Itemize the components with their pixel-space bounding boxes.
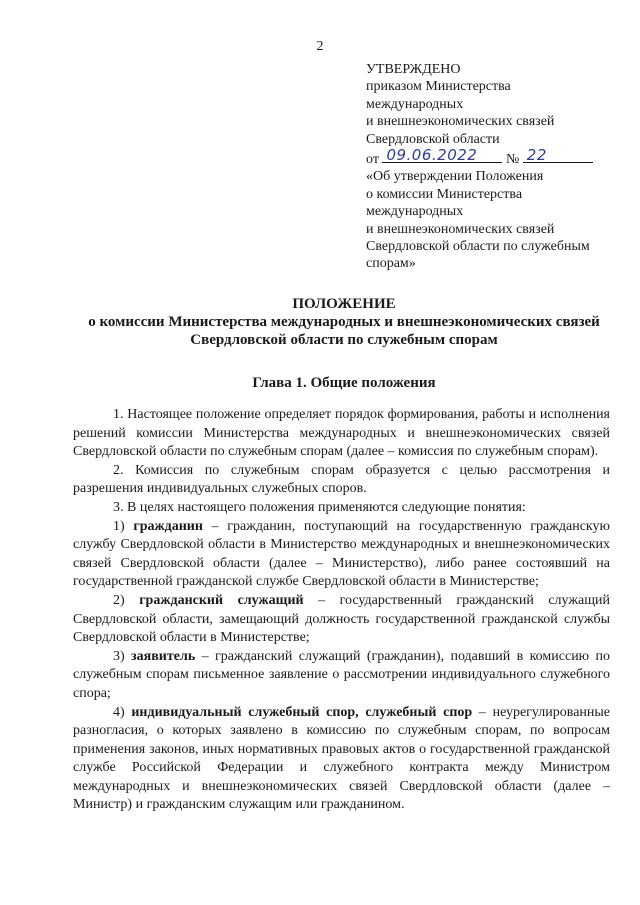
paragraph-3: 3. В целях настоящего положения применяются следующие понятия:	[113, 499, 526, 515]
definition-term: заявитель	[131, 648, 196, 664]
subject-line: и внешнеэкономических связей	[366, 221, 555, 237]
approval-line: международных	[366, 96, 464, 112]
approval-heading: УТВЕРЖДЕНО	[366, 62, 461, 77]
approval-date-line	[366, 145, 616, 168]
definition-number: 2)	[113, 592, 125, 608]
definition-number: 4)	[113, 704, 125, 720]
subject-line: спорам»	[366, 256, 416, 272]
definition-text: – гражданин, поступающий на государственную гражданскую службу Свердловской области в Министерство международных и внешнеэкономических связей Свердловской области (далее – Министерство), либо ранее состоявший на государственной гражданской службе Свердловской области в Министерстве;	[73, 518, 610, 590]
subject-line: Свердловской области по служебным	[366, 239, 590, 255]
definition-number: 3)	[113, 648, 125, 664]
definition-term: гражданин	[133, 518, 203, 534]
approval-line: Свердловской области	[366, 131, 500, 147]
document-body	[73, 406, 610, 815]
number-field	[523, 145, 593, 164]
subject-line: о комиссии Министерства	[366, 186, 523, 202]
definition-text: – неурегулированные разногласия, о которых заявлено в комиссию по служебным спорам, по вопросам применения законов, иных нормативных правовых актов о государственной гражданской службе Российской Федерации и служебного контракта между Министром международных и внешнеэкономических связей Свердловской области (далее – Министр) и гражданским служащим или гражданином.	[73, 704, 611, 813]
definition-text: – гражданский служащий (гражданин), подавший в комиссию по служебным спорам письменное заявление о рассмотрении индивидуального служебного спора;	[73, 648, 611, 701]
handwritten-number: 22	[526, 145, 547, 164]
number-label: №	[505, 152, 520, 168]
page-number: 2	[316, 39, 324, 54]
subject-line: международных	[366, 204, 464, 220]
approval-line: приказом Министерства	[366, 79, 511, 95]
title-line: Свердловской области по служебным спорам	[190, 332, 498, 348]
definition-4	[73, 704, 610, 816]
approval-line: и внешнеэкономических связей	[366, 114, 555, 130]
title-line: ПОЛОЖЕНИЕ	[292, 296, 396, 312]
document-title	[0, 295, 640, 349]
handwritten-date: 09.06.2022	[386, 145, 478, 164]
paragraph-1: 1. Настоящее положение определяет порядок формирования, работы и исполнения решений комиссии Министерства международных и внешнеэкономических связей Свердловской области по служебным спорам (далее – комиссия по служебным спорам).	[73, 407, 610, 460]
definition-3	[73, 648, 610, 704]
definition-number: 1)	[113, 518, 125, 534]
paragraph-2: 2. Комиссия по служебным спорам образуется с целью рассмотрения и разрешения индивидуальных служебных споров.	[73, 462, 610, 497]
from-label: от	[366, 152, 379, 168]
definition-text: – государственный гражданский служащий Свердловской области, замещающий должность государственной гражданской службы Свердловской области в Министерстве;	[73, 592, 611, 646]
definition-term: гражданский служащий	[139, 592, 304, 608]
definition-term: индивидуальный служебный спор, служебный спор	[131, 704, 473, 720]
date-field	[382, 145, 502, 164]
title-line: о комиссии Министерства международных и внешнеэкономических связей	[88, 314, 600, 330]
approval-block	[366, 61, 616, 273]
definition-2	[73, 592, 610, 648]
subject-line: «Об утверждении Положения	[366, 169, 544, 185]
chapter-heading: Глава 1. Общие положения	[252, 375, 436, 391]
definition-1	[73, 518, 610, 592]
